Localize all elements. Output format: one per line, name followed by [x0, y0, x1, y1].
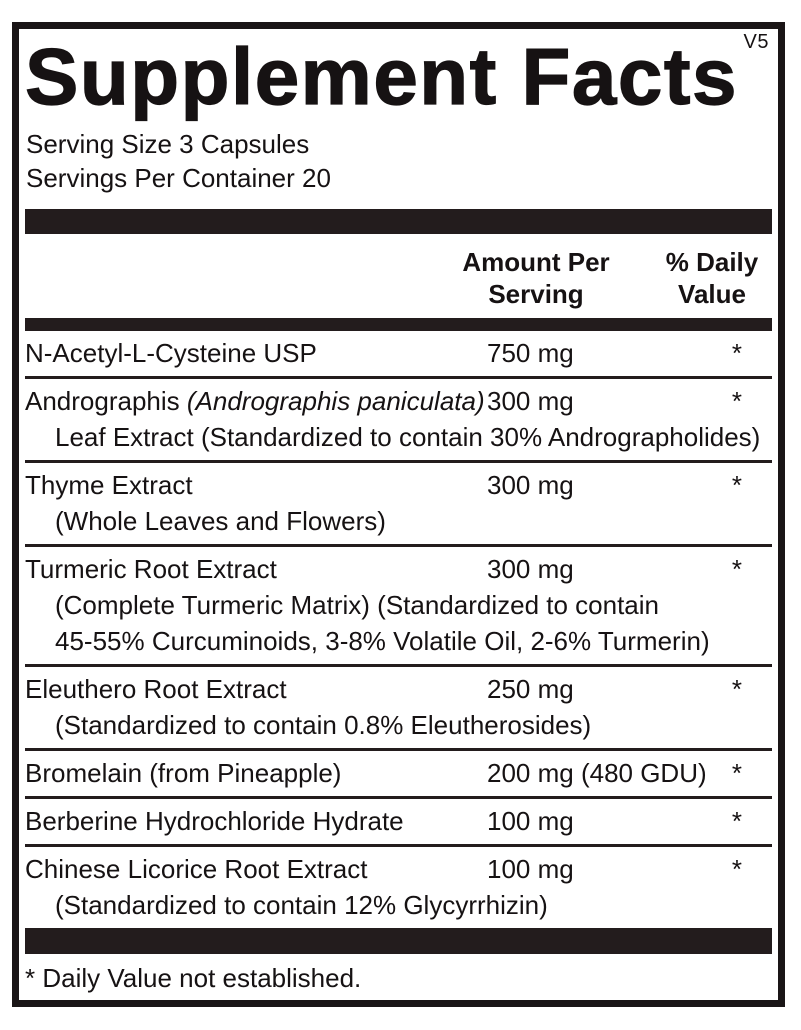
column-header-amount-per-serving: Amount Per Serving — [462, 247, 610, 309]
ingredient-line — [25, 335, 772, 371]
ingredient-name: Berberine Hydrochloride Hydrate — [25, 806, 404, 836]
ingredient-row-berberine — [25, 796, 772, 844]
ingredient-line — [25, 551, 772, 587]
ingredient-name: Thyme Extract — [25, 470, 193, 500]
ingredient-daily-value: * — [731, 854, 742, 884]
ingredient-amount: 750 mg — [487, 338, 574, 368]
divider-bar-header — [25, 318, 772, 331]
ingredient-line — [25, 671, 772, 707]
ingredient-amount: 300 mg — [487, 470, 574, 500]
ingredient-name: Bromelain (from Pineapple) — [25, 758, 342, 788]
ingredient-line — [25, 803, 772, 839]
ingredient-row-eleuthero — [25, 664, 772, 748]
serving-size: Serving Size 3 Capsules — [26, 129, 310, 159]
divider-bar-top — [25, 209, 772, 234]
ingredient-row-licorice — [25, 844, 772, 928]
ingredient-detail: (Standardized to contain 12% Glycyrrhizin) — [55, 890, 548, 920]
ingredient-daily-value: * — [731, 554, 742, 584]
ingredient-daily-value: * — [731, 338, 742, 368]
ingredient-name: Chinese Licorice Root Extract — [25, 854, 368, 884]
ingredient-name — [25, 386, 485, 416]
ingredient-row-thyme — [25, 460, 772, 544]
ingredient-line — [25, 467, 772, 503]
divider-bar-bottom — [25, 928, 772, 954]
ingredient-amount: 300 mg — [487, 386, 574, 416]
ingredient-row-nac — [25, 331, 772, 376]
ingredient-line — [25, 383, 772, 419]
ingredient-row-bromelain — [25, 748, 772, 796]
ingredient-amount: 300 mg — [487, 554, 574, 584]
ingredient-line — [25, 755, 772, 791]
ingredient-daily-value: * — [731, 470, 742, 500]
ingredient-daily-value: * — [731, 386, 742, 416]
ingredient-amount: 250 mg — [487, 674, 574, 704]
ingredient-amount: 100 mg — [487, 854, 574, 884]
ingredient-detail: (Standardized to contain 0.8% Eleutherosides) — [55, 710, 592, 740]
ingredient-name: N-Acetyl-L-Cysteine USP — [25, 338, 317, 368]
ingredient-detail: (Complete Turmeric Matrix) (Standardized to contain — [55, 590, 660, 620]
ingredient-daily-value: * — [731, 758, 742, 788]
column-headers — [25, 234, 772, 318]
ingredient-detail: Leaf Extract (Standardized to contain 30% Andrographolides) — [55, 422, 761, 452]
ingredient-row-turmeric — [25, 544, 772, 664]
ingredient-name-regular: Andrographis — [25, 386, 187, 416]
version-code: V5 — [743, 31, 769, 53]
ingredient-daily-value: * — [731, 674, 742, 704]
ingredient-daily-value: * — [731, 806, 742, 836]
ingredient-name: Eleuthero Root Extract — [25, 674, 287, 704]
ingredient-name: Turmeric Root Extract — [25, 554, 277, 584]
ingredient-detail: 45-55% Curcuminoids, 3-8% Volatile Oil, 2-6% Turmerin) — [55, 626, 710, 656]
ingredient-line — [25, 851, 772, 887]
daily-value-footnote: * Daily Value not established. — [25, 963, 362, 993]
ingredient-table — [25, 331, 772, 928]
serving-info — [26, 127, 772, 195]
ingredient-detail: (Whole Leaves and Flowers) — [55, 506, 386, 536]
panel-title: Supplement Facts — [25, 32, 739, 121]
servings-per-container: Servings Per Container 20 — [26, 163, 331, 193]
ingredient-row-andrographis — [25, 376, 772, 460]
supplement-facts-panel — [12, 22, 785, 1007]
ingredient-name-botanical: (Andrographis paniculata) — [186, 386, 485, 416]
ingredient-amount: 200 mg (480 GDU) — [487, 758, 707, 788]
ingredient-amount: 100 mg — [487, 806, 574, 836]
column-header-percent-daily-value: % Daily Value — [665, 247, 759, 309]
